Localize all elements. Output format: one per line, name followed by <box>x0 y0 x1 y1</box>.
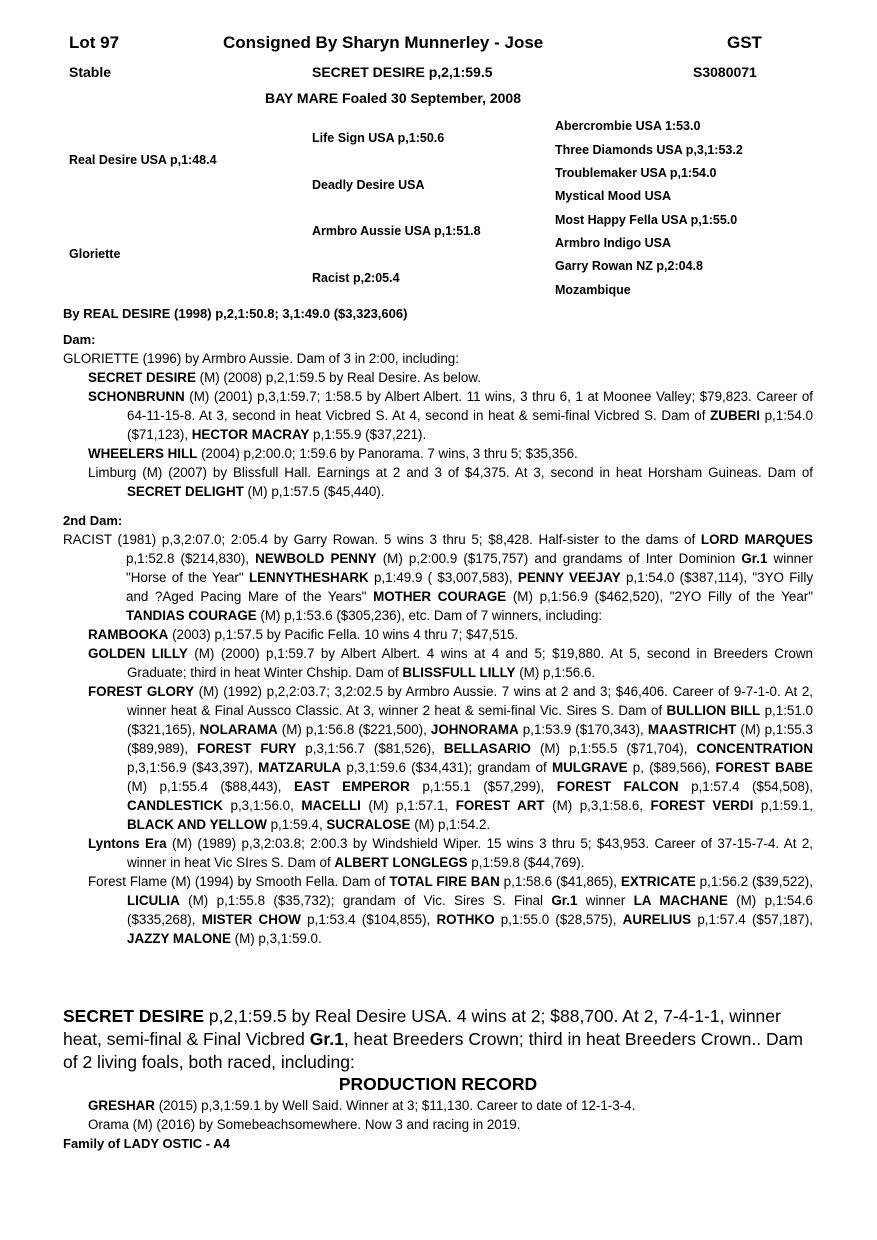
record-text: RACIST (1981) p,3,2:07.0; 2:05.4 by Garry Rowan. 5 wins 3 thru 5; $8,428. Half-sister to the dams of <box>63 532 701 547</box>
record-text: p,1:52.8 ($214,830), <box>126 551 256 566</box>
lot-number: Lot 97 <box>69 33 120 52</box>
record-text: p,3,1:56.7 ($81,526), <box>296 741 444 756</box>
race-summary <box>63 1005 815 1074</box>
record-text: (M) p,1:55.5 ($71,704), <box>530 741 697 756</box>
record-text: p,1:53.9 ($170,343), <box>518 722 648 737</box>
second-dam-section <box>63 511 813 948</box>
horse-name: FOREST BABE <box>715 760 813 775</box>
horse-name: AURELIUS <box>622 912 692 927</box>
pedigree-dd: Racist p,2:05.4 <box>312 271 400 285</box>
horse-name: GOLDEN LILLY <box>88 646 188 661</box>
production-text: (2015) p,3,1:59.1 by Well Said. Winner at 3; $11,130. Career to date of 12-1-3-4. <box>154 1098 636 1113</box>
pedigree-dam: Gloriette <box>69 247 121 261</box>
pedigree-ddd: Mozambique <box>555 283 631 297</box>
summary-horse-name: SECRET DESIRE <box>63 1006 204 1026</box>
horse-name: MISTER CHOW <box>201 912 301 927</box>
dam-heading: Dam: <box>63 332 96 347</box>
record-text: p,1:55.0 ($28,575), <box>494 912 623 927</box>
progeny-text: (M) p,1:57.5 ($45,440). <box>243 484 385 499</box>
horse-name: TANDIAS COURAGE <box>126 608 257 623</box>
progeny-offspring: HECTOR MACRAY <box>191 427 310 442</box>
progeny-entry <box>88 834 813 872</box>
horse-name: LICULIA <box>127 893 180 908</box>
record-text: p,3,1:59.6 ($34,431); grandam of <box>341 760 552 775</box>
horse-name: LENNYTHESHARK <box>248 570 369 585</box>
horse-name: CONCENTRATION <box>696 741 813 756</box>
horse-name: CANDLESTICK <box>127 798 223 813</box>
progeny-text: (M) (2008) p,2,1:59.5 by Real Desire. As below. <box>195 370 481 385</box>
pedigree-sd: Deadly Desire USA <box>312 178 425 192</box>
progeny-entry <box>88 368 813 387</box>
record-text: (M) p,1:54.2. <box>410 817 491 832</box>
horse-name: TOTAL FIRE BAN <box>389 874 500 889</box>
horse-name: BULLION BILL <box>666 703 761 718</box>
record-text: (M) p,1:57.1, <box>360 798 456 813</box>
sale-code: GST <box>727 33 762 52</box>
progeny-text: (M) (2001) p,3,1:59.7; 1:58.5 by Albert Albert. 11 wins, 3 thru 6, 1 at Moonee Valley; $79,823. Career of 64-11-15-8. At 3, second in heat Vicbred S. At 4, second in heat & semi-final Vicbred S. Dam of <box>127 389 813 423</box>
record-text: p,3,1:56.0, <box>222 798 302 813</box>
stable-label: Stable <box>69 64 112 80</box>
horse-name: NOLARAMA <box>199 722 278 737</box>
record-text: p,1:53.4 ($104,855), <box>300 912 437 927</box>
horse-name: LA MACHANE <box>633 893 728 908</box>
progeny-text: p,1:54.0 ($71,123), <box>127 408 814 442</box>
horse-name: FOREST ART <box>455 798 545 813</box>
progeny-entry <box>88 444 813 463</box>
record-text: (M) p,1:56.8 ($221,500), <box>277 722 431 737</box>
dam-intro: GLORIETTE (1996) by Armbro Aussie. Dam of 3 in 2:00, including: <box>63 351 459 366</box>
horse-name: SUCRALOSE <box>326 817 411 832</box>
record-text: (M) p,1:53.6 ($305,236), etc. Dam of 7 winners, including: <box>256 608 603 623</box>
record-text: p,1:58.6 ($41,865), <box>499 874 621 889</box>
horse-name: BLACK AND YELLOW <box>127 817 267 832</box>
record-text: (M) p,1:56.6. <box>515 665 596 680</box>
pedigree-sdd: Mystical Mood USA <box>555 189 671 203</box>
record-text: (M) p,1:55.3 ($89,989), <box>127 722 813 756</box>
progeny-text: p,1:55.9 ($37,221). <box>309 427 427 442</box>
horse-name: LORD MARQUES <box>700 532 813 547</box>
record-text: winner "Horse of the Year" <box>126 551 813 585</box>
horse-name: BLISSFULL LILLY <box>402 665 516 680</box>
horse-name: PENNY VEEJAY <box>517 570 621 585</box>
record-text: (M) p,3,1:58.6, <box>544 798 651 813</box>
horse-name: Gr.1 <box>551 893 578 908</box>
progeny-entry <box>88 682 813 834</box>
progeny-offspring: ZUBERI <box>710 408 760 423</box>
record-text: p,1:57.4 ($54,508), <box>678 779 813 794</box>
progeny-text: (2004) p,2:00.0; 1:59.6 by Panorama. 7 wins, 3 thru 5; $35,356. <box>197 446 578 461</box>
record-text: p,1:51.0 ($321,165), <box>127 703 813 737</box>
progeny-name: SECRET DESIRE <box>88 370 196 385</box>
progeny-name: SCHONBRUNN <box>88 389 185 404</box>
horse-name: EXTRICATE <box>620 874 696 889</box>
consignor-title: Consigned By Sharyn Munnerley - Jose <box>223 33 544 52</box>
horse-name: Gr.1 <box>741 551 768 566</box>
production-entry: Orama (M) (2016) by Somebeachsomewhere. Now 3 and racing in 2019. <box>88 1117 521 1132</box>
dam-section <box>63 330 813 501</box>
record-text: (2003) p,1:57.5 by Pacific Fella. 10 wins 4 thru 7; $47,515. <box>168 627 519 642</box>
horse-name: JAZZY MALONE <box>127 931 231 946</box>
horse-id: S3080071 <box>693 64 757 80</box>
horse-name: ALBERT LONGLEGS <box>334 855 468 870</box>
horse-name: MOTHER COURAGE <box>373 589 507 604</box>
pedigree-dsd: Armbro Indigo USA <box>555 236 671 250</box>
record-text: (M) (1989) p,3,2:03.8; 2:00.3 by Windshield Wiper. 15 wins 3 thru 5; $43,953. Career of 37-15-7-4. At 2, winner in heat Vic SIres S. Dam of <box>127 836 813 870</box>
progeny-text: Limburg (M) (2007) by Blissfull Hall. Earnings at 2 and 3 of $4,375. At 3, second in heat Horsham Guineas. Dam of <box>88 465 813 480</box>
record-text: (M) p,1:55.8 ($35,732); grandam of Vic. Sires S. Final <box>179 893 552 908</box>
record-text: (M) (1992) p,2,2:03.7; 3,2:02.5 by Armbro Aussie. 7 wins at 2 and 3; $46,406. Career of 9-7-1-0. At 2, winner heat & Final Aussco Classic. At 3, winner 2 heat & semi-final Vic. Sires S. Dam of <box>127 684 813 718</box>
production-name: GRESHAR <box>88 1098 155 1113</box>
progeny-offspring: SECRET DELIGHT <box>127 484 244 499</box>
record-text: p,1:59.8 ($44,769). <box>467 855 585 870</box>
summary-text: p,2,1:59.5 by Real Desire USA. 4 wins at 2; $88,700. At 2, 7-4-1-1, winner heat, semi-final & Final Vicbred <box>63 1006 781 1049</box>
horse-name: FOREST GLORY <box>88 684 195 699</box>
record-text: winner <box>577 893 634 908</box>
family-line: Family of LADY OSTIC - A4 <box>63 1136 230 1151</box>
horse-name: Lyntons Era <box>88 836 167 851</box>
progeny-entry <box>88 625 813 644</box>
horse-name: BELLASARIO <box>443 741 531 756</box>
progeny-name: WHEELERS HILL <box>88 446 198 461</box>
record-text: p,1:54.0 ($387,114), "3YO Filly and ?Aged Pacing Mare of the Years" <box>126 570 814 604</box>
production-heading: PRODUCTION RECORD <box>338 1074 538 1094</box>
summary-text: , heat Breeders Crown; third in heat Breeders Crown.. Dam of 2 living foals, both raced, including: <box>63 1029 803 1072</box>
second-dam-heading: 2nd Dam: <box>63 513 123 528</box>
pedigree-dss: Most Happy Fella USA p,1:55.0 <box>555 213 738 227</box>
pedigree-sds: Troublemaker USA p,1:54.0 <box>555 166 717 180</box>
record-text: p,1:57.4 ($57,187), <box>691 912 813 927</box>
record-text: Forest Flame (M) (1994) by Smooth Fella. Dam of <box>88 874 390 889</box>
progeny-entry <box>88 387 813 444</box>
horse-name: NEWBOLD PENNY <box>255 551 377 566</box>
progeny-entry <box>88 463 813 501</box>
pedigree-dds: Garry Rowan NZ p,2:04.8 <box>555 259 703 273</box>
second-dam-intro <box>63 530 813 625</box>
foaled-line: BAY MARE Foaled 30 September, 2008 <box>265 90 521 106</box>
horse-name: MATZARULA <box>258 760 342 775</box>
record-text: (M) p,3,1:59.0. <box>230 931 322 946</box>
horse-name: EAST EMPEROR <box>293 779 410 794</box>
record-text: p,1:49.9 ( $3,007,583), <box>368 570 518 585</box>
horse-name: MAASTRICHT <box>647 722 737 737</box>
progeny-entry <box>88 644 813 682</box>
record-text: (M) p,1:55.4 ($88,443), <box>127 779 294 794</box>
horse-name: FOREST FALCON <box>556 779 679 794</box>
pedigree-sss: Abercrombie USA 1:53.0 <box>555 119 701 133</box>
record-text: p,1:59.4, <box>266 817 327 832</box>
record-text: (M) p,2:00.9 ($175,757) and grandams of Inter Dominion <box>376 551 742 566</box>
production-entry <box>88 1096 813 1115</box>
record-text: p,3,1:56.9 ($43,397), <box>127 760 259 775</box>
summary-grade: Gr.1 <box>309 1029 344 1049</box>
record-text: p,1:56.2 ($39,522), <box>695 874 813 889</box>
pedigree-ss: Life Sign USA p,1:50.6 <box>312 131 445 145</box>
pedigree-ssd: Three Diamonds USA p,3,1:53.2 <box>555 143 743 157</box>
progeny-entry <box>88 872 813 948</box>
pedigree-ds: Armbro Aussie USA p,1:51.8 <box>312 224 481 238</box>
record-text: p,1:55.1 ($57,299), <box>409 779 557 794</box>
horse-name: ROTHKO <box>436 912 495 927</box>
record-text: (M) (2000) p,1:59.7 by Albert Albert. 4 wins at 4 and 5; $19,880. At 5, second in Breeders Crown Graduate; third in heat Winter Chship. Dam of <box>127 646 813 680</box>
record-text: p,1:59.1, <box>753 798 813 813</box>
horse-name: JOHNORAMA <box>430 722 519 737</box>
pedigree-sire: Real Desire USA p,1:48.4 <box>69 153 217 167</box>
record-text: (M) p,1:56.9 ($462,520), "2YO Filly of the Year" <box>506 589 814 604</box>
horse-name: MACELLI <box>301 798 361 813</box>
horse-name: FOREST FURY <box>197 741 297 756</box>
horse-line: SECRET DESIRE p,2,1:59.5 <box>312 64 493 80</box>
production-record <box>63 1096 813 1153</box>
sire-by-line: By REAL DESIRE (1998) p,2,1:50.8; 3,1:49.0 ($3,323,606) <box>63 306 408 321</box>
record-text: (M) p,1:54.6 ($335,268), <box>127 893 813 927</box>
horse-name: MULGRAVE <box>551 760 628 775</box>
record-text: p, ($89,566), <box>627 760 716 775</box>
horse-name: RAMBOOKA <box>88 627 169 642</box>
horse-name: FOREST VERDI <box>650 798 754 813</box>
